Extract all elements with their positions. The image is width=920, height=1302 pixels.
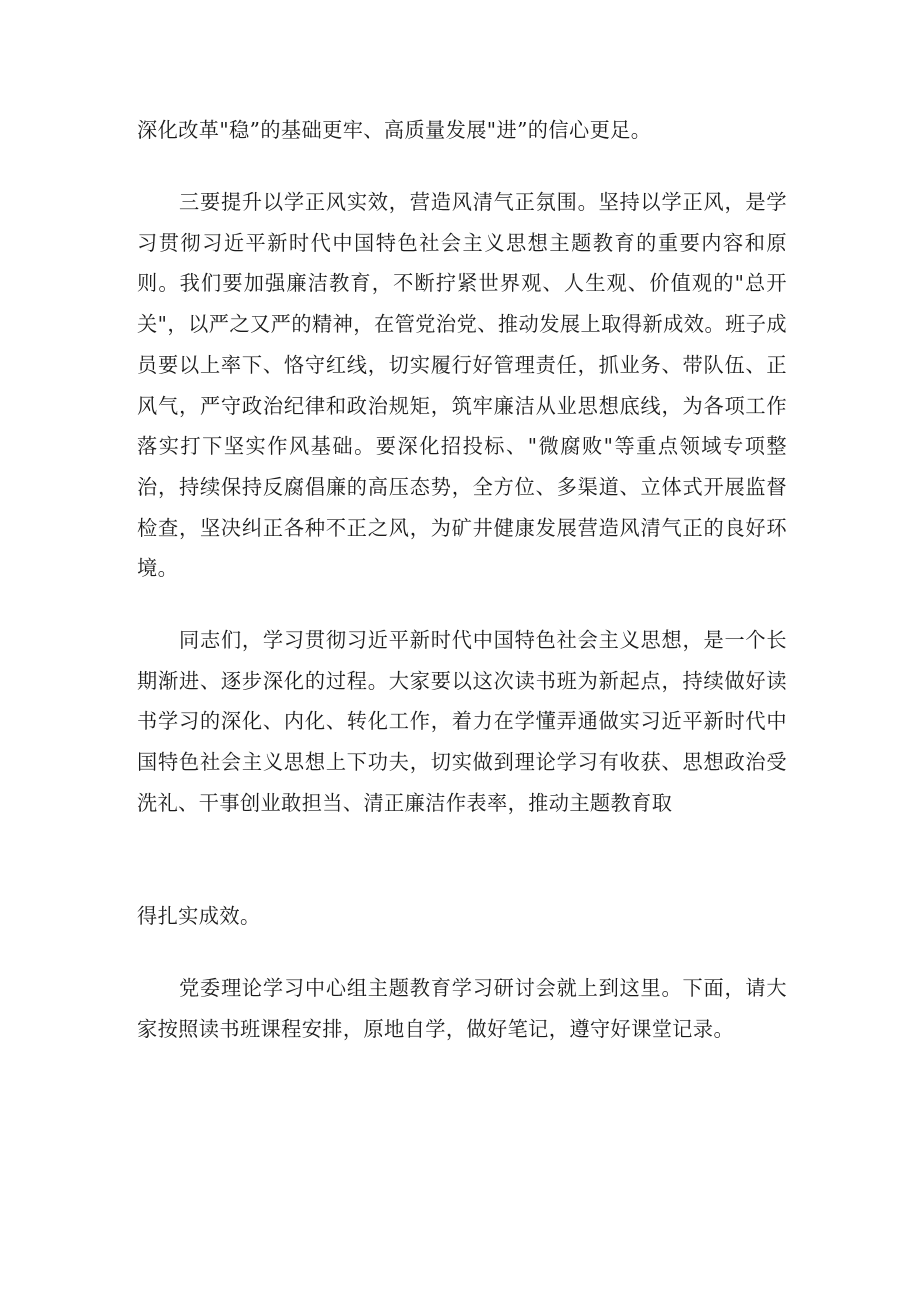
paragraph-point-three [137, 182, 787, 589]
paragraph-comrades [137, 620, 787, 824]
paragraph-text: 党委理论学习中心组主题教育学习研讨会就上到这里。下面，请大家按照读书班课程安排，原地自学，做好笔记，遵守好课堂记录。 [137, 976, 787, 1041]
paragraph-continuation [137, 110, 787, 151]
paragraph-text: 坚持以学正风，是学习贯彻习近平新时代中国特色社会主义思想主题教育的重要内容和原则。我们要加强廉洁教育，不断拧紧世界观、人生观、价值观的"总开关"，以严之又严的精神，在管党治党、推动发展上取得新成效。班子成员要以上率下、恪守红线，切实履行好管理责任，抓业务、带队伍、正风气，严守政治纪律和政治规矩，筑牢廉洁从业思想底线，为各项工作落实打下坚实作风基础。要深化招投标、"微腐败"等重点领域专项整治，持续保持反腐倡廉的高压态势，全方位、多渠道、立体式开展监督检查，坚决纠正各种不正之风，为矿井健康发展营造风清气正的良好环境。 [137, 190, 787, 581]
paragraph-closing [137, 968, 787, 1049]
paragraph-text: 深化改革"稳”的基础更牢、高质量发展"进”的信心更足。 [137, 118, 652, 142]
paragraph-text: 得扎实成效。 [137, 904, 261, 928]
paragraph-text: 同志们，学习贯彻习近平新时代中国特色社会主义思想，是一个长期渐进、逐步深化的过程。大家要以这次读书班为新起点，持续做好读书学习的深化、内化、转化工作，着力在学懂弄通做实习近平新时代中国特色社会主义思想上下功夫，切实做到理论学习有收获、思想政治受洗礼、干事创业敢担当、清正廉洁作表率，推动主题教育取 [137, 628, 787, 815]
paragraph-heading: 三要提升以学正风实效，营造风清气正氛围。 [179, 190, 599, 214]
paragraph-split-tail [137, 896, 787, 937]
